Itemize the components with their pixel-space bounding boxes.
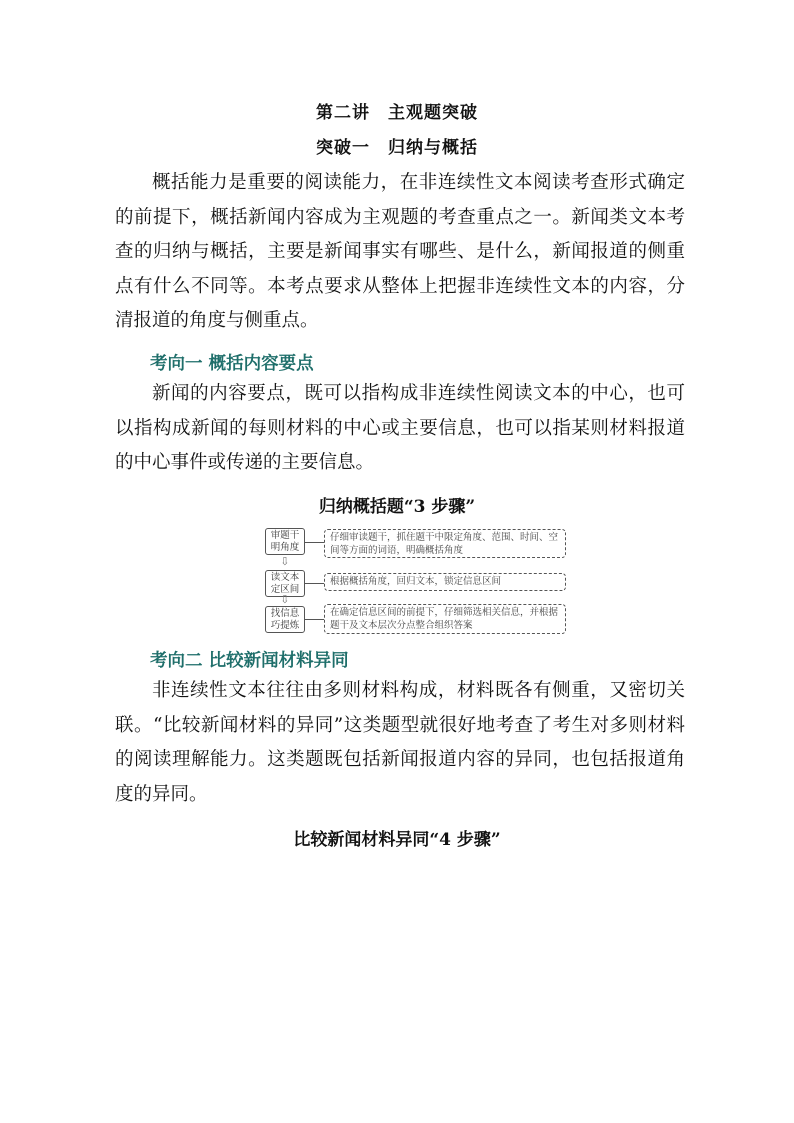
- flow-connector-3: [305, 619, 324, 620]
- flow-connector-1: [305, 542, 324, 543]
- flow-step-3: 找信息巧提炼: [265, 606, 305, 633]
- flow-step-1: 审题干明角度: [265, 528, 305, 555]
- down-arrow-icon: ⇩: [280, 593, 290, 606]
- lecture-title: 第二讲 主观题突破: [316, 103, 478, 123]
- three-step-flowchart: [265, 528, 570, 636]
- direction2-heading: 考向二 比较新闻材料异同: [150, 651, 349, 671]
- direction1-paragraph: 新闻的内容要点，既可以指构成非连续性阅读文本的中心，也可以指构成新闻的每则材料的中心或主要信息，也可以指某则材料报道的中心事件或传递的主要信息。: [115, 383, 685, 473]
- direction2-paragraph: 非连续性文本往往由多则材料构成，材料既各有侧重，又密切关联。“比较新闻材料的异同”这类题型就很好地考查了考生对多则材料的阅读理解能力。这类题既包括新闻报道内容的异同，也包括报道角度的异同。: [115, 680, 685, 805]
- intro-paragraph: 概括能力是重要的阅读能力，在非连续性文本阅读考查形式确定的前提下，概括新闻内容成为主观题的考查重点之一。新闻类文本考查的归纳与概括，主要是新闻事实有哪些、是什么，新闻报道的侧重点有什么不同等。本考点要求从整体上把握非连续性文本的内容，分清报道的角度与侧重点。: [115, 172, 685, 331]
- section-title: 突破一 归纳与概括: [316, 138, 478, 158]
- down-arrow-icon: ⇩: [280, 555, 290, 568]
- direction1-heading: 考向一 概括内容要点: [150, 354, 314, 374]
- flowchart-caption: 归纳概括题“3 步骤”: [318, 497, 476, 517]
- flow-connector-2: [305, 583, 324, 584]
- flow-step-2: 读文本定区间: [265, 570, 305, 597]
- flow-detail-3: 在确定信息区间的前提下，仔细筛选相关信息，并根据题干及文本层次分点整合组织答案: [324, 604, 566, 634]
- four-step-caption: 比较新闻材料异同“4 步骤”: [293, 830, 501, 850]
- flow-detail-2: 根据概括角度，回归文本，锁定信息区间: [324, 573, 566, 591]
- flow-detail-1: 仔细审读题干，抓住题干中限定角度、范围、时间、空间等方面的词语，明确概括角度: [324, 529, 566, 558]
